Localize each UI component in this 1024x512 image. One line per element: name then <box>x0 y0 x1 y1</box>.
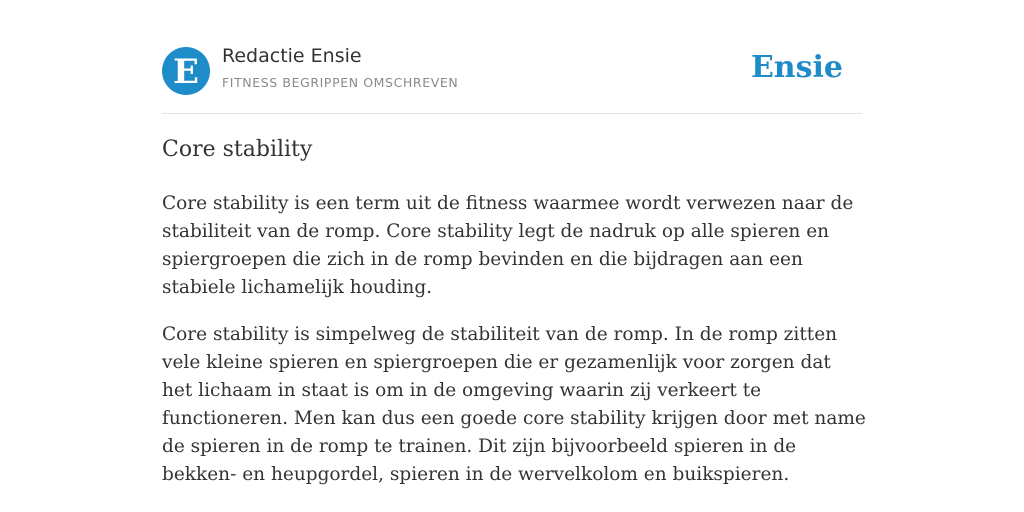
brand-logo[interactable]: Ensie <box>750 50 843 85</box>
article-paragraph: Core stability is een term uit de fitness waarmee wordt verwezen naar de stabiliteit van de romp. Core stability legt de nadruk op alle spieren en spiergroepen die zich in de romp bevinden en die bijdragen aan een stabiele lichamelijk houding. <box>162 193 854 298</box>
author-avatar[interactable] <box>162 47 210 95</box>
author-name[interactable]: Redactie Ensie <box>222 45 362 67</box>
avatar-letter: E <box>173 51 199 92</box>
article-paragraph: Core stability is simpelweg de stabiliteit van de romp. In de romp zitten vele kleine spieren en spiergroepen die er gezamenlijk voor zorgen dat het lichaam in staat is om in de omgeving waarin zij verkeert te functioneren. Men kan dus een goede core stability krijgen door met name de spieren in de romp te trainen. Dit zijn bijvoorbeeld spieren in de bekken- en heupgordel, spieren in de wervelkolom en buikspieren. <box>162 324 866 485</box>
article-card <box>162 0 866 485</box>
article-title: Core stability <box>162 137 313 162</box>
article-body <box>162 190 866 508</box>
category-label[interactable]: FITNESS BEGRIPPEN OMSCHREVEN <box>222 75 459 90</box>
article-header <box>162 0 862 114</box>
